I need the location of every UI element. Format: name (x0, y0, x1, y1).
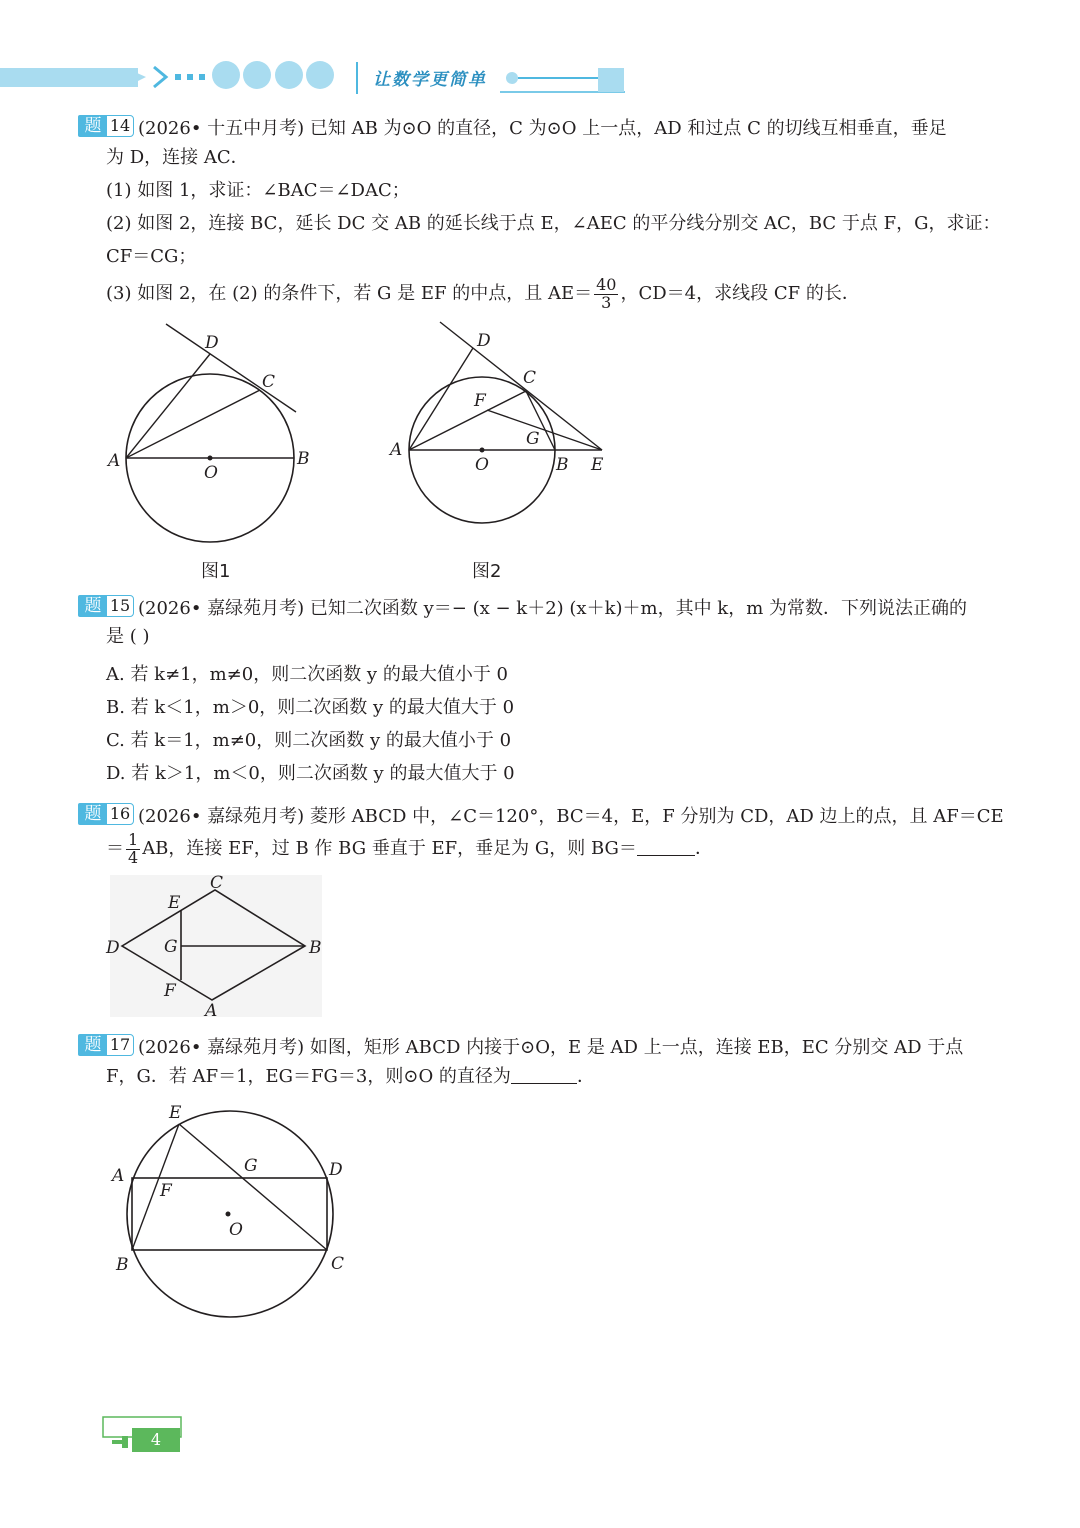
plug-icon (112, 1436, 128, 1448)
q14-badge: 题 14 (78, 115, 134, 137)
fig3-label: G (164, 937, 178, 957)
fig2-label: C (523, 368, 537, 388)
answer-blank (637, 839, 695, 856)
fig1-caption: 图1 (201, 561, 231, 582)
q15-line2: 是 ( ) (106, 626, 150, 647)
q14-line6: (3) 如图 2，在 (2) 的条件下，若 G 是 EF 的中点，且 AE＝ $\frac{40}{3}$ ，CD＝4，求线段 CF 的长． (106, 274, 860, 312)
fig2-label: A (390, 440, 403, 460)
fig1-label: O (204, 463, 218, 483)
q17-badge: 题 17 (78, 1034, 134, 1056)
header-band (0, 60, 640, 100)
fig2-label: F (474, 391, 486, 411)
q14-line1: 题 14 (2026• 十五中月考) 已知 AB 为⊙O 的直径，C 为⊙O 上一点，AD 和过点 C 的切线互相垂直，垂足 (78, 115, 947, 138)
fig2-label: D (477, 331, 491, 351)
fig4-label: A (112, 1166, 125, 1186)
fig3-label: D (106, 938, 120, 958)
fig2-label: O (475, 455, 489, 475)
figure-3-rhombus (100, 870, 330, 1020)
header-decoration (0, 60, 640, 100)
q15-option-c: C. 若 k＝1，m≠0，则二次函数 y 的最大值小于 0 (106, 730, 512, 751)
fraction-1-4: $\frac{1}{4}$ (128, 829, 139, 867)
fig3-label: E (168, 893, 181, 913)
q14-line2: 为 D，连接 AC． (106, 147, 249, 168)
q14-line5: CF＝CG； (106, 246, 197, 267)
fig1-label: C (262, 372, 276, 392)
q17-line2: F，G．若 AF＝1，EG＝FG＝3，则⊙O 的直径为 ． (106, 1066, 595, 1087)
fig2-caption: 图2 (472, 561, 502, 582)
fig3-label: F (164, 981, 176, 1001)
answer-blank (511, 1067, 577, 1084)
fig4-label: B (116, 1255, 129, 1275)
q15-option-b: B. 若 k＜1，m＞0，则二次函数 y 的最大值大于 0 (106, 697, 515, 718)
q16-line2: ＝ $\frac{1}{4}$ AB，连接 EF，过 B 作 BG 垂直于 EF，垂足为 G，则 BG＝ ． (106, 829, 713, 867)
figure-4-inscribed-rectangle (100, 1100, 360, 1330)
q14-line3: (1) 如图 1，求证：∠BAC＝∠DAC； (106, 180, 410, 201)
fig1-label: D (205, 333, 219, 353)
fig1-label: A (108, 451, 121, 471)
q16-badge: 题 16 (78, 803, 134, 825)
q15-option-a: A. 若 k≠1，m≠0，则二次函数 y 的最大值小于 0 (106, 664, 508, 685)
q15-line1: 题 15 (2026• 嘉绿苑月考) 已知二次函数 y＝− (x − k＋2) (x＋k)＋m，其中 k，m 为常数．下列说法正确的 (78, 595, 967, 618)
fig4-label: D (329, 1160, 343, 1180)
header-slogan: 让数学更简单 (373, 70, 487, 90)
q16-line1: 题 16 (2026• 嘉绿苑月考) 菱形 ABCD 中，∠C＝120°，BC＝4，E，F 分别为 CD，AD 边上的点，且 AF＝CE (78, 803, 1004, 826)
fig4-label: G (244, 1156, 258, 1176)
fig4-label: E (169, 1103, 182, 1123)
fig4-label: C (331, 1254, 345, 1274)
q14-line4: (2) 如图 2，连接 BC，延长 DC 交 AB 的延长线于点 E，∠AEC 的平分线分别交 AC，BC 于点 F，G，求证： (106, 213, 1001, 234)
fig2-label: B (556, 455, 569, 475)
fig3-label: A (205, 1001, 218, 1020)
fraction-40-3: $\frac{40}{3}$ (596, 274, 617, 312)
fig4-label: O (229, 1220, 243, 1240)
q15-badge: 题 15 (78, 595, 134, 617)
figure-2 (385, 318, 620, 558)
figure-1 (100, 318, 310, 558)
fig3-label: C (210, 873, 224, 893)
fig2-label: E (591, 455, 604, 475)
q15-option-d: D. 若 k＞1，m＜0，则二次函数 y 的最大值大于 0 (106, 763, 515, 784)
fig1-label: B (297, 449, 310, 469)
fig3-label: B (309, 938, 322, 958)
page-number: 4 (150, 1430, 162, 1449)
fig2-label: G (526, 429, 540, 449)
q17-line1: 题 17 (2026• 嘉绿苑月考) 如图，矩形 ABCD 内接于⊙O，E 是 AD 上一点，连接 EB，EC 分别交 AD 于点 (78, 1034, 963, 1057)
fig4-label: F (160, 1181, 172, 1201)
